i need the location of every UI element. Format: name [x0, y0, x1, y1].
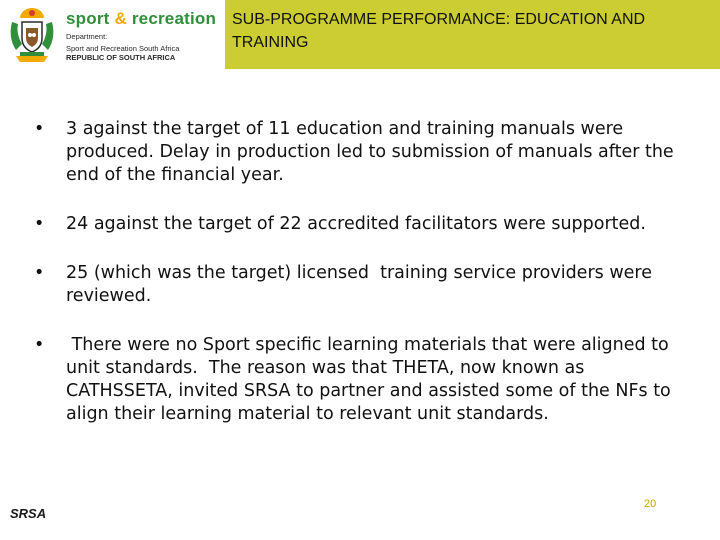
bullet-item — [34, 213, 684, 236]
bullet-list — [34, 118, 684, 426]
slide-title: SUB-PROGRAMME PERFORMANCE: EDUCATION AND TRAINING — [232, 11, 646, 51]
bullet-marker: • — [34, 214, 45, 234]
brand-word-recreation: recreation — [131, 8, 217, 28]
bullet-marker: • — [34, 335, 45, 355]
bullet-text: 25 (which was the target) licensed training service providers were reviewed. — [66, 263, 658, 306]
bullet-text: 3 against the target of 11 education and training manuals were produced. Delay in production led to submission of manuals after the end of the financial year. — [66, 119, 674, 185]
sport-recreation-logo — [4, 2, 222, 68]
brand-ampersand: & — [114, 8, 127, 28]
country-name: REPUBLIC OF SOUTH AFRICA — [66, 52, 176, 62]
bullet-marker: • — [34, 263, 45, 283]
department-line-2: Sport and Recreation South Africa — [66, 43, 180, 53]
bullet-item — [34, 334, 684, 426]
bullet-text: There were no Sport specific learning materials that were aligned to unit standards. The reason was that THETA, now known as CATHSSETA, invited SRSA to partner and assisted some of the NFs to align their learning material to relevant unit standards. — [66, 335, 677, 424]
brand-word-sport: sport — [66, 8, 110, 28]
bullet-marker: • — [34, 119, 45, 139]
bullet-text: 24 against the target of 22 accredited facilitators were supported. — [66, 214, 646, 234]
bullet-item — [34, 262, 684, 308]
bullet-item — [34, 118, 684, 187]
coat-of-arms-icon — [4, 4, 60, 66]
brand-name — [66, 9, 216, 29]
department-line-1: Department: — [66, 31, 108, 41]
page-number: 20 — [644, 498, 657, 510]
footer-org-label: SRSA — [10, 506, 47, 521]
title-banner — [225, 0, 720, 69]
